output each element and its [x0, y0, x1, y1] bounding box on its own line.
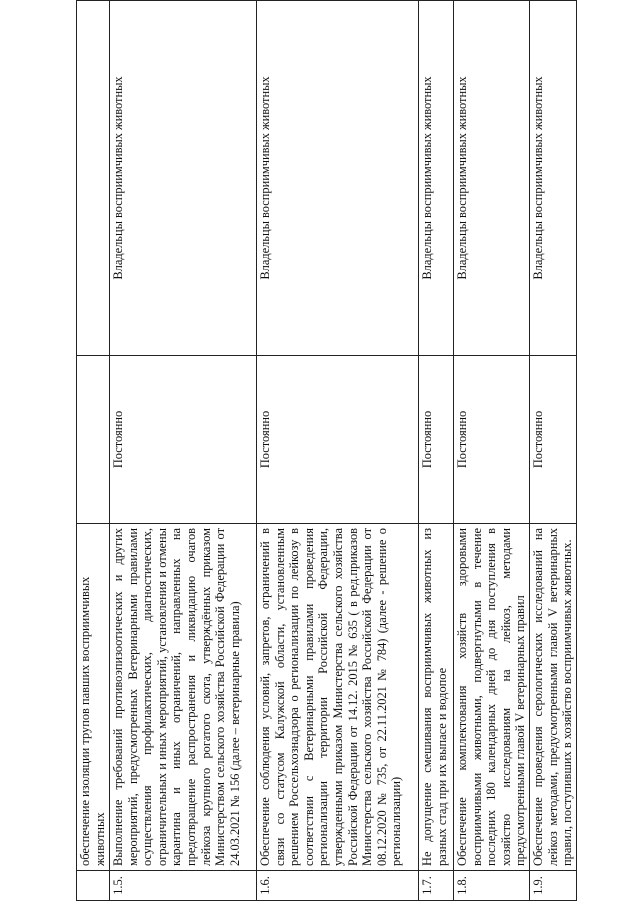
- measure-responsible: Владельцы восприимчивых животных: [419, 1, 454, 356]
- table-row: [530, 1, 577, 901]
- row-number: 1.8.: [454, 871, 530, 901]
- measure-term: Постоянно: [419, 356, 454, 524]
- measure-responsible: Владельцы восприимчивых животных: [530, 1, 577, 356]
- measure-term: Постоянно: [530, 356, 577, 524]
- measure-term: [77, 356, 110, 524]
- table-row: [110, 1, 257, 901]
- table-row: [77, 1, 110, 901]
- measures-table: [76, 0, 577, 901]
- measure-responsible: [77, 1, 110, 356]
- row-number: 1.6.: [257, 871, 419, 901]
- table-row: [257, 1, 419, 901]
- measure-description: Обеспечение комплектования хозяйств здоровыми восприимчивыми животными, подвергнутыми в течение последних 180 календарных дней до дня поступления в хозяйство исследованиям на лейкоз, методами предусмотренными главой V ветеринарных правил: [454, 524, 530, 871]
- measure-description: Не допущение смешивания восприимчивых животных из разных стад при их выпасе и водопое: [419, 524, 454, 871]
- table-row: [454, 1, 530, 901]
- row-number: 1.9.: [530, 871, 577, 901]
- table-row: [419, 1, 454, 901]
- row-number: 1.7.: [419, 871, 454, 901]
- measure-description: Обеспечение проведения серологических исследований на лейкоз методами, предусмотренными главой V ветеринарных правил, поступивших в хозяйство восприимчивых животных.: [530, 524, 577, 871]
- measure-responsible: Владельцы восприимчивых животных: [110, 1, 257, 356]
- measure-responsible: Владельцы восприимчивых животных: [454, 1, 530, 356]
- measure-term: Постоянно: [454, 356, 530, 524]
- measure-description: Обеспечение соблюдения условий, запретов, ограничений в связи со статусом Калужской области, установленным решением Россельхознадзора о регионализации по лейкозу в соответствии с Ветеринарными правилами проведения регионализации территории Российской Федерации, утвержденными приказом Министерства сельского хозяйства Российской Федерации от 14.12. 2015 № 635 ( в ред.приказов Министерства сельского хозяйства Российской Федерации от 08.12.2020 № 735, от 22.11.2021 № 784) (далее - решение о регионализации): [257, 524, 419, 871]
- measure-description: Выполнение требований противоэпизоотических и других мероприятий, предусмотренных Ветеринарными правилами осуществления профилактических, диагностических, ограничительных и иных мероприятий, установления и отмены карантина и иных ограничений, направленных на предотвращение распространения и ликвидацию очагов лейкоза крупного рогатого скота, утверждённых приказом Министерством сельского хозяйства Российской Федерации от 24.03.2021 № 156 (далее – ветеринарные правила): [110, 524, 257, 871]
- measure-term: Постоянно: [110, 356, 257, 524]
- row-number: [77, 871, 110, 901]
- measure-term: Постоянно: [257, 356, 419, 524]
- row-number: 1.5.: [110, 871, 257, 901]
- measure-description: обеспечение изоляции трупов павших восприимчивых животных: [77, 524, 110, 871]
- document-sheet: [76, 1, 575, 901]
- measure-responsible: Владельцы восприимчивых животных: [257, 1, 419, 356]
